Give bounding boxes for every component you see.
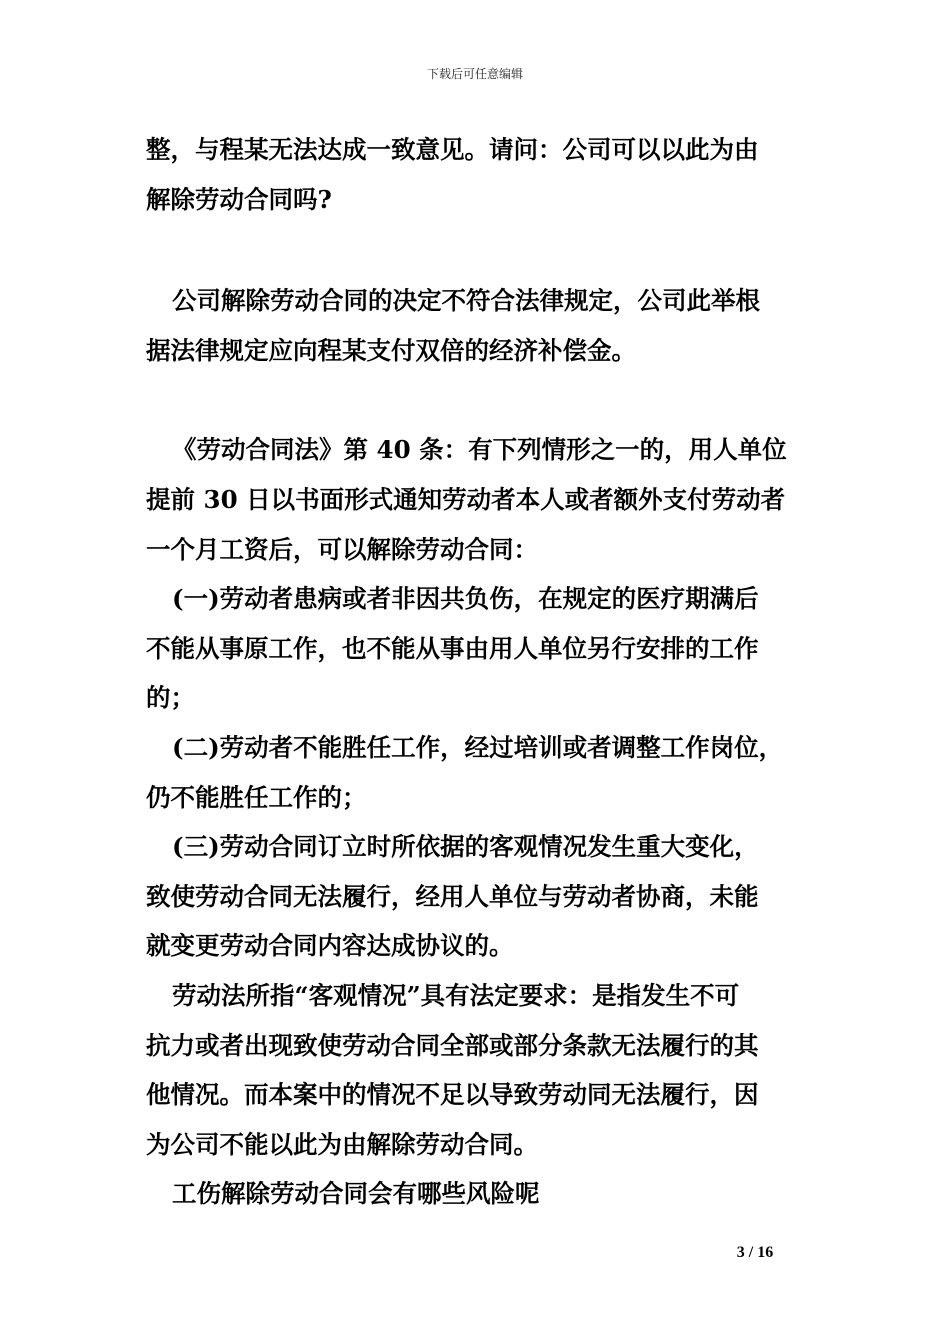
text-line: 整，与程某无法达成一致意见。请问：公司可以以此为由 bbox=[146, 135, 759, 164]
text-line: 就变更劳动合同内容达成协议的。 bbox=[146, 931, 514, 960]
text-line: 他情况。而本案中的情况不足以导致劳动同无法履行，因 bbox=[146, 1080, 759, 1109]
text-line: 《劳动合同法》第 40 条：有下列情形之一的，用人单位 bbox=[172, 435, 787, 464]
text-line: 提前 30 日以书面形式通知劳动者本人或者额外支付劳动者 bbox=[146, 485, 786, 514]
text-line: (三)劳动合同订立时所依据的客观情况发生重大变化， bbox=[172, 832, 759, 861]
text-line: 仍不能胜任工作的； bbox=[146, 783, 367, 812]
page-number: 3 / 16 bbox=[736, 1244, 774, 1261]
text-line: 一个月工资后，可以解除劳动合同： bbox=[146, 535, 538, 564]
text-line: 不能从事原工作，也不能从事由用人单位另行安排的工作 bbox=[146, 634, 759, 663]
text-line: 致使劳动合同无法履行，经用人单位与劳动者协商，未能 bbox=[146, 882, 759, 911]
text-line: 的； bbox=[146, 683, 195, 712]
text-line: 抗力或者出现致使劳动合同全部或部分条款无法履行的其 bbox=[146, 1031, 759, 1060]
text-line: 据法律规定应向程某支付双倍的经济补偿金。 bbox=[146, 336, 636, 365]
text-line: 解除劳动合同吗? bbox=[146, 185, 332, 214]
text-line: 公司解除劳动合同的决定不符合法律规定，公司此举根 bbox=[172, 286, 760, 315]
text-line: 为公司不能以此为由解除劳动合同。 bbox=[146, 1130, 538, 1159]
text-line: (二)劳动者不能胜任工作，经过培训或者调整工作岗位， bbox=[172, 733, 784, 762]
text-line: 劳动法所指“客观情况”具有法定要求：是指发生不可 bbox=[172, 981, 740, 1010]
page-header: 下载后可任意编辑 bbox=[426, 67, 523, 81]
text-line: 工伤解除劳动合同会有哪些风险呢 bbox=[172, 1179, 540, 1208]
text-line: (一)劳动者患病或者非因共负伤，在规定的医疗期满后 bbox=[172, 584, 759, 613]
